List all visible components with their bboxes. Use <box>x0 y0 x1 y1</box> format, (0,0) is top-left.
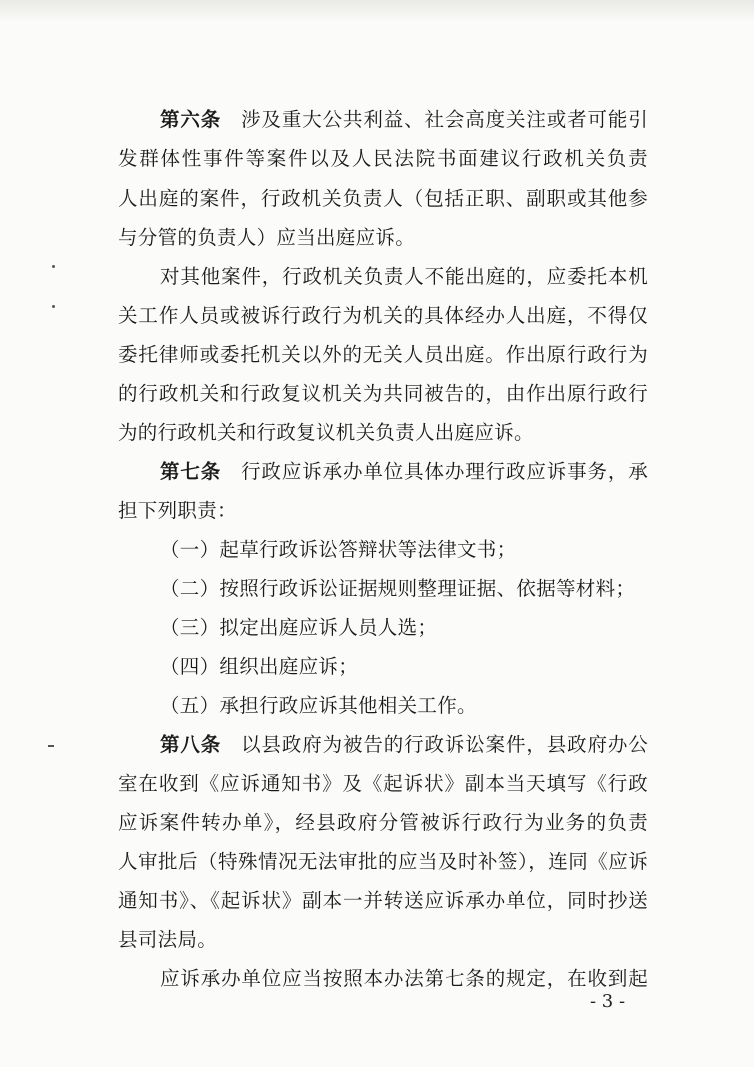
scan-speck <box>48 745 54 747</box>
paragraph-line: 的行政机关和行政复议机关为共同被告的，由作出原行政行 <box>118 382 648 405</box>
paragraph-line: 第六条 涉及重大公共利益、社会高度关注或者可能引 <box>160 108 648 131</box>
paragraph-line: 通知书》、《起诉状》副本一并转送应诉承办单位，同时抄送 <box>118 889 648 912</box>
paragraph-line: 第八条 以县政府为被告的行政诉讼案件，县政府办公 <box>160 733 648 756</box>
paragraph-line: 关工作人员或被诉行政行为机关的具体经办人出庭，不得仅 <box>118 304 648 327</box>
page-number: - 3 - <box>590 991 626 1012</box>
paragraph-line: 第七条 行政应诉承办单位具体办理行政应诉事务，承 <box>160 460 648 483</box>
paragraph-line: 人审批后（特殊情况无法审批的应当及时补签），连同《应诉 <box>118 850 648 873</box>
list-item: （四）组织出庭应诉； <box>160 655 359 678</box>
scan-edge-shadow <box>0 0 754 22</box>
scan-speck <box>52 265 55 268</box>
paragraph-line: 担下列职责： <box>118 499 237 522</box>
paragraph-line: 发群体性事件等案件以及人民法院书面建议行政机关负责 <box>118 147 648 170</box>
paragraph-line: 与分管的负责人）应当出庭应诉。 <box>118 226 416 249</box>
article-heading: 第八条 <box>160 733 222 756</box>
scan-speck <box>52 305 55 308</box>
list-item: （一）起草行政诉讼答辩状等法律文书； <box>160 538 517 561</box>
paragraph-line: 应诉案件转办单》，经县政府分管被诉行政行为业务的负责 <box>118 811 648 834</box>
paragraph-line: 室在收到《应诉通知书》及《起诉状》副本当天填写《行政 <box>118 772 648 795</box>
article-heading: 第七条 <box>160 460 222 483</box>
paragraph-line: 县司法局。 <box>118 928 218 951</box>
paragraph-line: 人出庭的案件，行政机关负责人（包括正职、副职或其他参 <box>118 187 648 210</box>
list-item: （五）承担行政应诉其他相关工作。 <box>160 694 477 717</box>
paragraph-line: 为的行政机关和行政复议机关负责人出庭应诉。 <box>118 421 534 444</box>
list-item: （二）按照行政诉讼证据规则整理证据、依据等材料； <box>160 577 636 600</box>
paragraph-line: 应诉承办单位应当按照本办法第七条的规定，在收到起 <box>160 967 648 990</box>
list-item: （三）拟定出庭应诉人员人选； <box>160 616 438 639</box>
paragraph-line: 对其他案件，行政机关负责人不能出庭的，应委托本机 <box>160 265 648 288</box>
article-heading: 第六条 <box>160 108 222 131</box>
paragraph-line: 委托律师或委托机关以外的无关人员出庭。作出原行政行为 <box>118 343 648 366</box>
